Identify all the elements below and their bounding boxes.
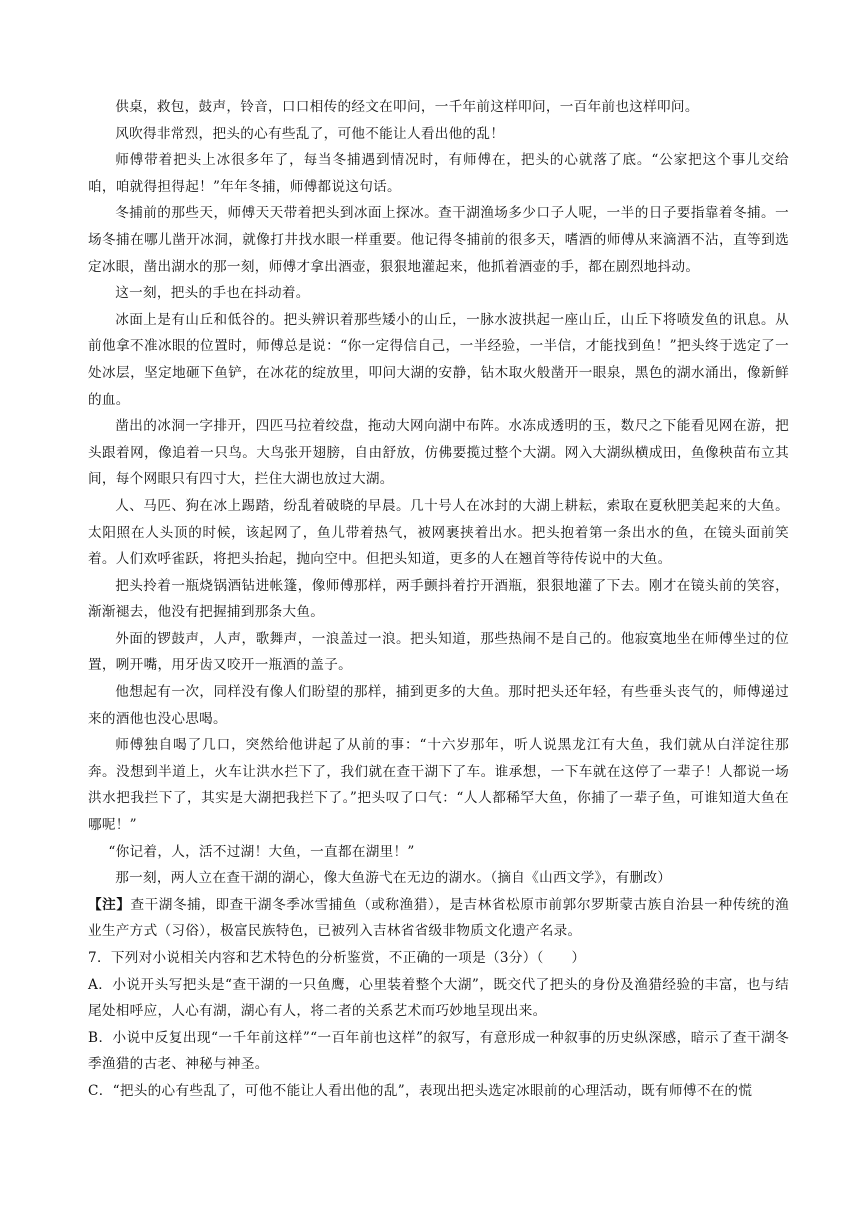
question-stem: 7．下列对小说相关内容和艺术特色的分析鉴赏，不正确的一项是（3分）（ ） xyxy=(88,950,586,966)
option-a: A．小说开头写把头是“查干湖的一只鱼鹰，心里装着整个大湖”，既交代了把头的身份及渔猎经验的丰富，也与结尾处相呼应，人心有湖，湖心有人，将二者的关系艺术而巧妙地呈现出来。 xyxy=(88,976,789,1020)
footnote xyxy=(88,892,789,945)
paragraph: 冰面上是有山丘和低谷的。把头辨识着那些矮小的山丘，一脉水波拱起一座山丘，山丘下将喷发鱼的讯息。从前他拿不准冰眼的位置时，师傅总是说：“你一定得信自己，一半经验，一半信，才能找到鱼！”把头终于选定了一处冰层，坚定地砸下鱼铲，在冰花的绽放里，叩问大湖的安静，钻木取火般凿开一眼泉，黑色的湖水涌出，像新鲜的血。 xyxy=(88,311,789,408)
paragraph: 供桌，救包，鼓声，铃音，口口相传的经文在叩问，一千年前这样叩问，一百年前也这样叩问。 xyxy=(115,99,699,115)
option-b: B．小说中反复出现“一千年前这样”“一百年前也这样”的叙写，有意形成一种叙事的历史纵深感，暗示了查干湖冬季渔猎的古老、神秘与神圣。 xyxy=(88,1029,789,1073)
paragraph: 人、马匹、狗在冰上踢踏，纷乱着破晓的早晨。几十号人在冰封的大湖上耕耘，索取在夏秋肥美起来的大鱼。太阳照在人头顶的时候，该起网了，鱼儿带着热气，被网裹挟着出水。把头抱着第一条出水的鱼，在镜头面前笑着。人们欢呼雀跃，将把头抬起，抛向空中。但把头知道，更多的人在翘首等待传说中的大鱼。 xyxy=(88,497,789,568)
option-c: C．“把头的心有些乱了，可他不能让人看出他的乱”，表现出把头选定冰眼前的心理活动，既有师傅不在的慌 xyxy=(88,1082,753,1099)
footnote-label: 【注】 xyxy=(88,896,131,913)
paragraph: 冬捕前的那些天，师傅天天带着把头到冰面上探冰。查干湖渔场多少口子人呢，一半的日子要指靠着冬捕。一场冬捕在哪儿凿开冰洞，就像打井找水眼一样重要。他记得冬捕前的很多天，嗜酒的师傅从来滴酒不沾，直等到选定冰眼，凿出湖水的那一刻，师傅才拿出酒壶，狠狠地灌起来，他抓着酒壶的手，都在剧烈地抖动。 xyxy=(88,205,789,275)
document-page xyxy=(88,94,789,1105)
paragraph: 师傅带着把头上冰很多年了，每当冬捕遇到情况时，有师傅在，把头的心就落了底。“公家把这个事儿交给咱，咱就得担得起！”年年冬捕，师傅都说这句话。 xyxy=(88,152,789,195)
paragraph: 凿出的冰洞一字排开，四匹马拉着绞盘，拖动大网向湖中布阵。水冻成透明的玉，数尺之下能看见网在游，把头跟着网，像追着一只鸟。大鸟张开翅膀，自由舒放，仿佛要揽过整个大湖。网入大湖纵横成田，鱼像秧苗布立其间，每个网眼只有四寸大，拦住大湖也放过大湖。 xyxy=(88,418,789,488)
paragraph: 外面的锣鼓声，人声，歌舞声，一浪盖过一浪。把头知道，那些热闹不是自己的。他寂寞地坐在师傅坐过的位置，咧开嘴，用牙齿又咬开一瓶酒的盖子。 xyxy=(88,630,789,674)
paragraph: 风吹得非常烈，把头的心有些乱了，可他不能让人看出他的乱！ xyxy=(115,125,505,142)
paragraph: 这一刻，把头的手也在抖动着。 xyxy=(115,285,310,302)
footnote-text: 查干湖冬捕，即查干湖冬季冰雪捕鱼（或称渔猎），是吉林省松原市前郭尔罗斯蒙古族自治县一种传统的渔业生产方式（习俗），极富民族特色，已被列入吉林省省级非物质文化遗产名录。 xyxy=(88,896,789,940)
paragraph: 师傅独自喝了几口，突然给他讲起了从前的事：“十六岁那年，听人说黑龙江有大鱼，我们就从白洋淀往那奔。没想到半道上，火车让洪水拦下了，我们就在查干湖下了车。谁承想，一下车就在这停了一辈子！人都说一场洪水把我拦下了，其实是大湖把我拦下了。”把头叹了口气：“人人都稀罕大鱼，你捕了一辈子鱼，可谁知道大鱼在哪呢！” xyxy=(88,737,789,834)
paragraph: 把头拎着一瓶烧锅酒钻进帐篷，像师傅那样，两手颤抖着拧开酒瓶，狠狠地灌了下去。刚才在镜头前的笑容，渐渐褪去，他没有把握捕到那条大鱼。 xyxy=(88,577,789,621)
paragraph: 他想起有一次，同样没有像人们盼望的那样，捕到更多的大鱼。那时把头还年轻，有些垂头丧气的，师傅递过来的酒他也没心思喝。 xyxy=(88,684,789,727)
paragraph: “你记着，人，活不过湖！大鱼，一直都在湖里！” xyxy=(108,843,415,860)
paragraph: 那一刻，两人立在查干湖的湖心，像大鱼游弋在无边的湖水。（摘自《山西文学》，有删改） xyxy=(115,870,672,887)
